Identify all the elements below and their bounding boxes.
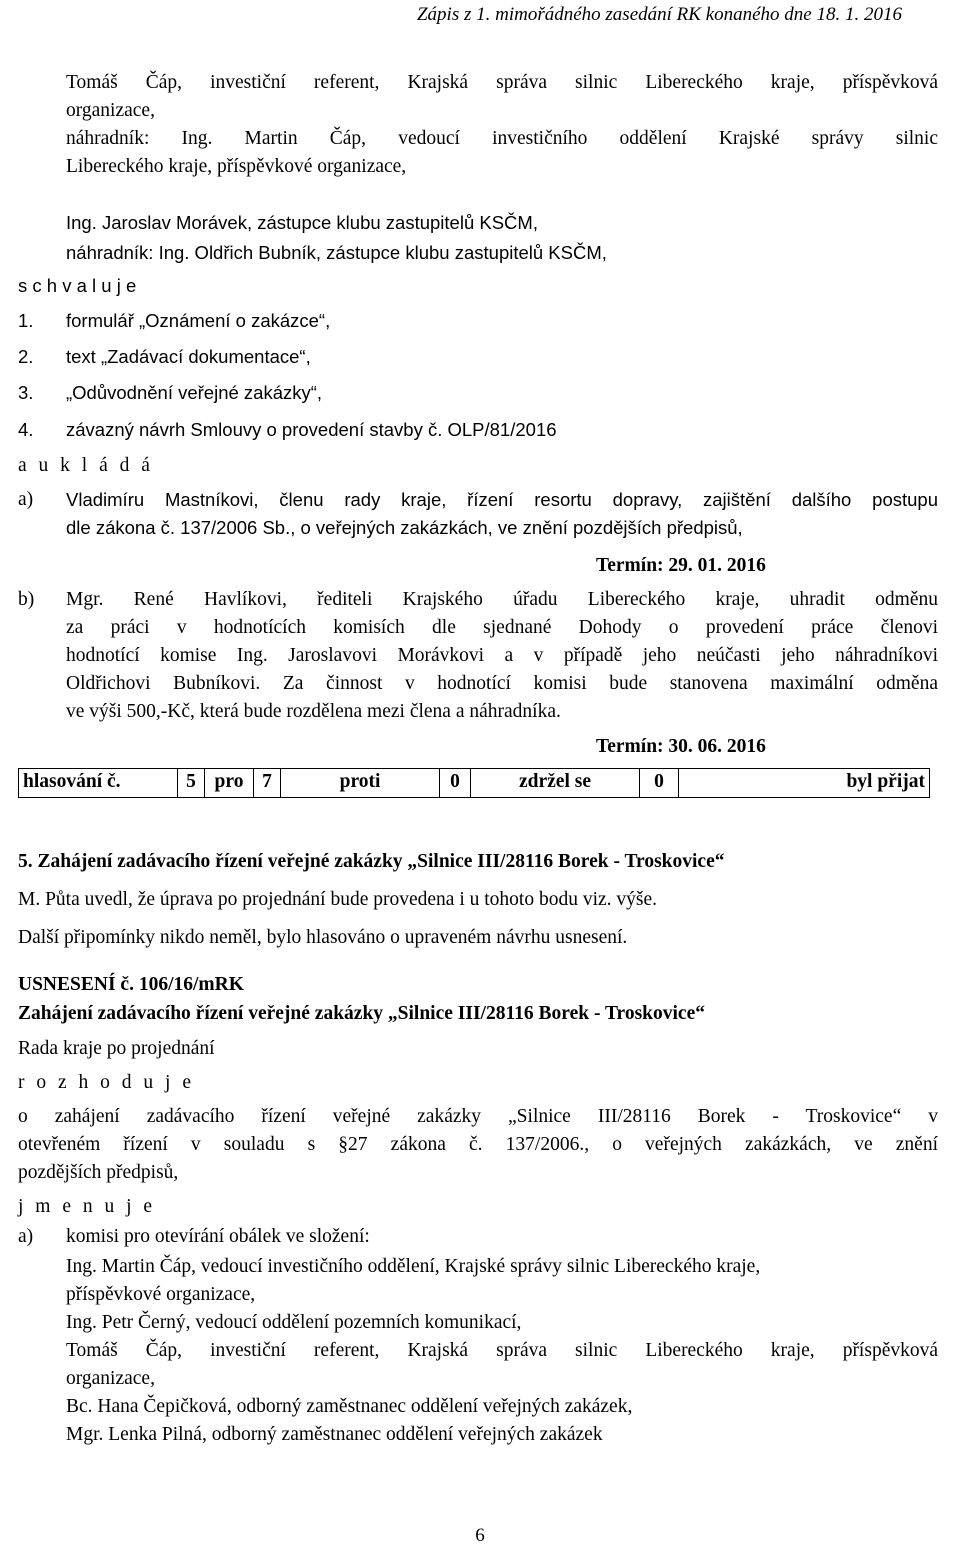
- committee-member: Ing. Petr Černý, vedoucí oddělení pozemních komunikací,: [66, 1312, 522, 1333]
- list-item-number: 2.: [18, 346, 34, 367]
- decision-text: o zahájení zadávacího řízení veřejné zakázky „Silnice III/28116 Borek - Troskovice“ v: [18, 1106, 938, 1127]
- vote-abstain-count: 0: [640, 769, 679, 798]
- list-item: formulář „Oznámení o zakázce“,: [66, 310, 331, 331]
- list-item: závazný návrh Smlouvy o provedení stavby č. OLP/81/2016: [66, 419, 557, 440]
- committee-member: Tomáš Čáp, investiční referent, Krajská správa silnic Libereckého kraje, příspěvková: [66, 1340, 938, 1361]
- paragraph: Další připomínky nikdo neměl, bylo hlasováno o upraveném návrhu usnesení.: [18, 927, 628, 948]
- deadline: Termín: 30. 06. 2016: [596, 736, 766, 757]
- task-text: Mgr. René Havlíkovi, řediteli Krajského úřadu Libereckého kraje, uhradit odměnu: [66, 589, 938, 610]
- substitute-line: Libereckého kraje, příspěvkové organizace,: [66, 156, 407, 177]
- vote-against-label: proti: [281, 769, 440, 798]
- vote-number: 5: [178, 769, 205, 798]
- list-item: „Odůvodnění veřejné zakázky“,: [66, 382, 323, 403]
- vote-pro-count: 7: [254, 769, 281, 798]
- task-text: Oldřichovi Bubníkovi. Za činnost v hodnotící komisi bude stanovena maximální odměna: [66, 673, 938, 694]
- table-row: [19, 769, 930, 798]
- committee-member: Ing. Martin Čáp, vedoucí investičního oddělení, Krajské správy silnic Libereckého kraje,: [66, 1256, 761, 1277]
- decision-text: pozdějších předpisů,: [18, 1162, 179, 1183]
- page-header: Zápis z 1. mimořádného zasedání RK konaného dne 18. 1. 2016: [416, 4, 902, 25]
- substitute-line: náhradník: Ing. Oldřich Bubník, zástupce klubu zastupitelů KSČM,: [66, 242, 607, 263]
- resolution-number: USNESENÍ č. 106/16/mRK: [18, 974, 244, 995]
- vote-abstain-label: zdržel se: [471, 769, 640, 798]
- committee-member: Bc. Hana Čepičková, odborný zaměstnanec oddělení veřejných zakázek,: [66, 1396, 633, 1417]
- section-title: 5. Zahájení zadávacího řízení veřejné zakázky „Silnice III/28116 Borek - Troskovice“: [18, 851, 725, 872]
- task-label: a): [18, 489, 34, 510]
- list-item-number: 4.: [18, 419, 34, 440]
- resolution-intro: Rada kraje po projednání: [18, 1038, 215, 1059]
- task-text: ve výši 500,-Kč, která bude rozdělena mezi člena a náhradníka.: [66, 701, 561, 722]
- list-item: text „Zadávací dokumentace“,: [66, 346, 311, 367]
- member-line: Ing. Jaroslav Morávek, zástupce klubu zastupitelů KSČM,: [66, 212, 538, 233]
- committee-title: komisi pro otevírání obálek ve složení:: [66, 1226, 370, 1247]
- task-text: hodnotící komise Ing. Jaroslavovi Morávkovi a v případě jeho neúčasti jeho náhradníkovi: [66, 645, 938, 666]
- task-label: a): [18, 1226, 34, 1247]
- page-number: 6: [475, 1525, 485, 1546]
- resolution-verb-decides: r o z h o d u j e: [18, 1072, 195, 1093]
- deadline: Termín: 29. 01. 2016: [596, 555, 766, 576]
- vote-pro-label: pro: [205, 769, 254, 798]
- decision-text: otevřeném řízení v souladu s §27 zákona č. 137/2006., o veřejných zakázkách, ve znění: [18, 1134, 938, 1155]
- list-item-number: 3.: [18, 382, 34, 403]
- task-text: Vladimíru Mastníkovi, členu rady kraje, řízení resortu dopravy, zajištění dalšího postupu: [66, 489, 938, 510]
- substitute-line: náhradník: Ing. Martin Čáp, vedoucí investičního oddělení Krajské správy silnic: [66, 128, 938, 149]
- list-item-number: 1.: [18, 310, 34, 331]
- resolution-title: Zahájení zadávacího řízení veřejné zakázky „Silnice III/28116 Borek - Troskovice“: [18, 1003, 705, 1024]
- resolution-verb-appoints: j m e n u j e: [18, 1196, 156, 1217]
- vote-against-count: 0: [440, 769, 471, 798]
- committee-member: Mgr. Lenka Pilná, odborný zaměstnanec oddělení veřejných zakázek: [66, 1424, 603, 1445]
- task-label: b): [18, 589, 35, 610]
- member-line: Tomáš Čáp, investiční referent, Krajská správa silnic Libereckého kraje, příspěvková: [66, 72, 938, 93]
- vote-table: [18, 768, 930, 798]
- vote-result: byl přijat: [679, 769, 930, 798]
- resolution-verb-approves: s c h v a l u j e: [18, 275, 137, 296]
- committee-member: příspěvkové organizace,: [66, 1284, 256, 1305]
- committee-member: organizace,: [66, 1368, 155, 1389]
- vote-label: hlasování č.: [19, 769, 178, 798]
- resolution-verb-imposes: a u k l á d á: [18, 455, 154, 476]
- task-text: dle zákona č. 137/2006 Sb., o veřejných zakázkách, ve znění pozdějších předpisů,: [66, 517, 743, 538]
- task-text: za práci v hodnotících komisích dle sjednané Dohody o provedení práce členovi: [66, 617, 938, 638]
- member-line: organizace,: [66, 100, 155, 121]
- paragraph: M. Půta uvedl, že úprava po projednání bude provedena i u tohoto bodu viz. výše.: [18, 889, 658, 910]
